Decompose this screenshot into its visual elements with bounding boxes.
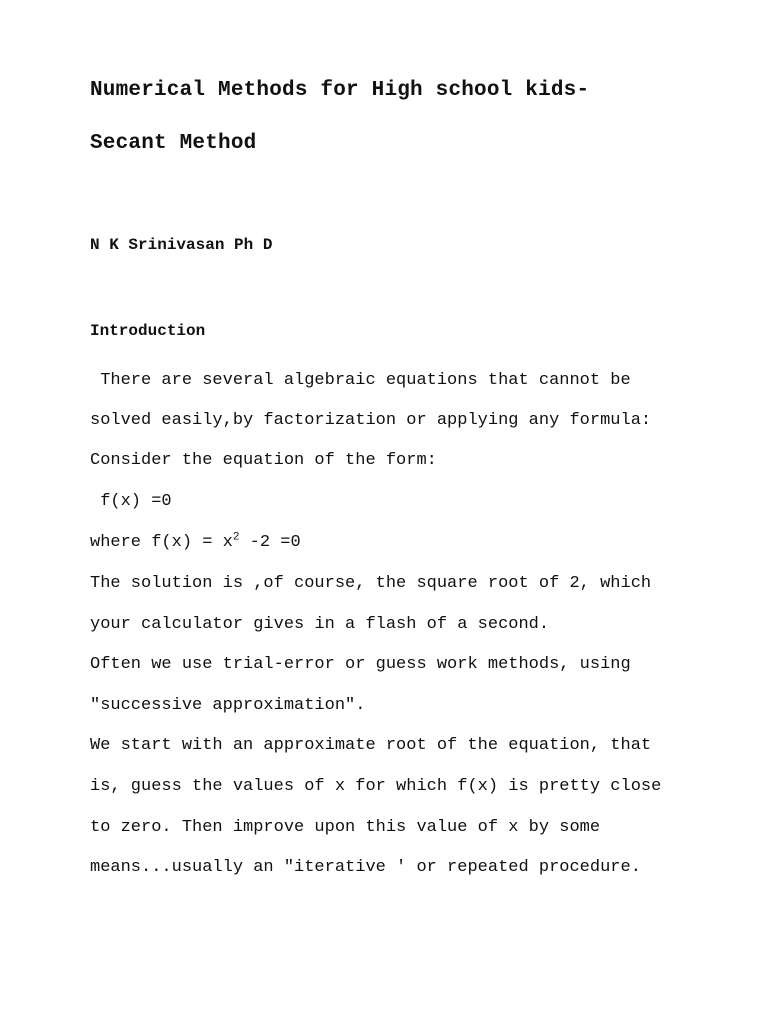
equation-line-with-exponent [90,532,301,554]
paragraph-line: solved easily,by factorization or applying any formula: [90,411,652,430]
paragraph-line: to zero. Then improve upon this value of x by some [90,818,601,837]
paragraph-line: your calculator gives in a flash of a second. [90,615,550,634]
author-name: N K Srinivasan Ph D [90,236,273,254]
paragraph-line: Consider the equation of the form: [90,451,437,470]
exponent: 2 [232,531,240,544]
section-heading-introduction: Introduction [90,322,206,340]
paragraph-line: is, guess the values of x for which f(x) is pretty close [90,777,662,796]
paragraph-line: Often we use trial-error or guess work methods, using [90,655,631,674]
document-title-line-2: Secant Method [90,132,257,155]
paragraph-line: means...usually an "iterative ' or repeated procedure. [90,858,641,877]
document-title-line-1: Numerical Methods for High school kids- [90,79,590,102]
paragraph-line: We start with an approximate root of the equation, that [90,736,652,755]
paragraph-line: "successive approximation". [90,696,366,715]
equation-suffix: -2 =0 [239,533,301,552]
paragraph-line: There are several algebraic equations that cannot be [90,371,631,390]
paragraph-line: The solution is ,of course, the square root of 2, which [90,574,652,593]
equation-line: f(x) =0 [90,492,172,511]
equation-prefix: where f(x) = x [90,533,233,552]
